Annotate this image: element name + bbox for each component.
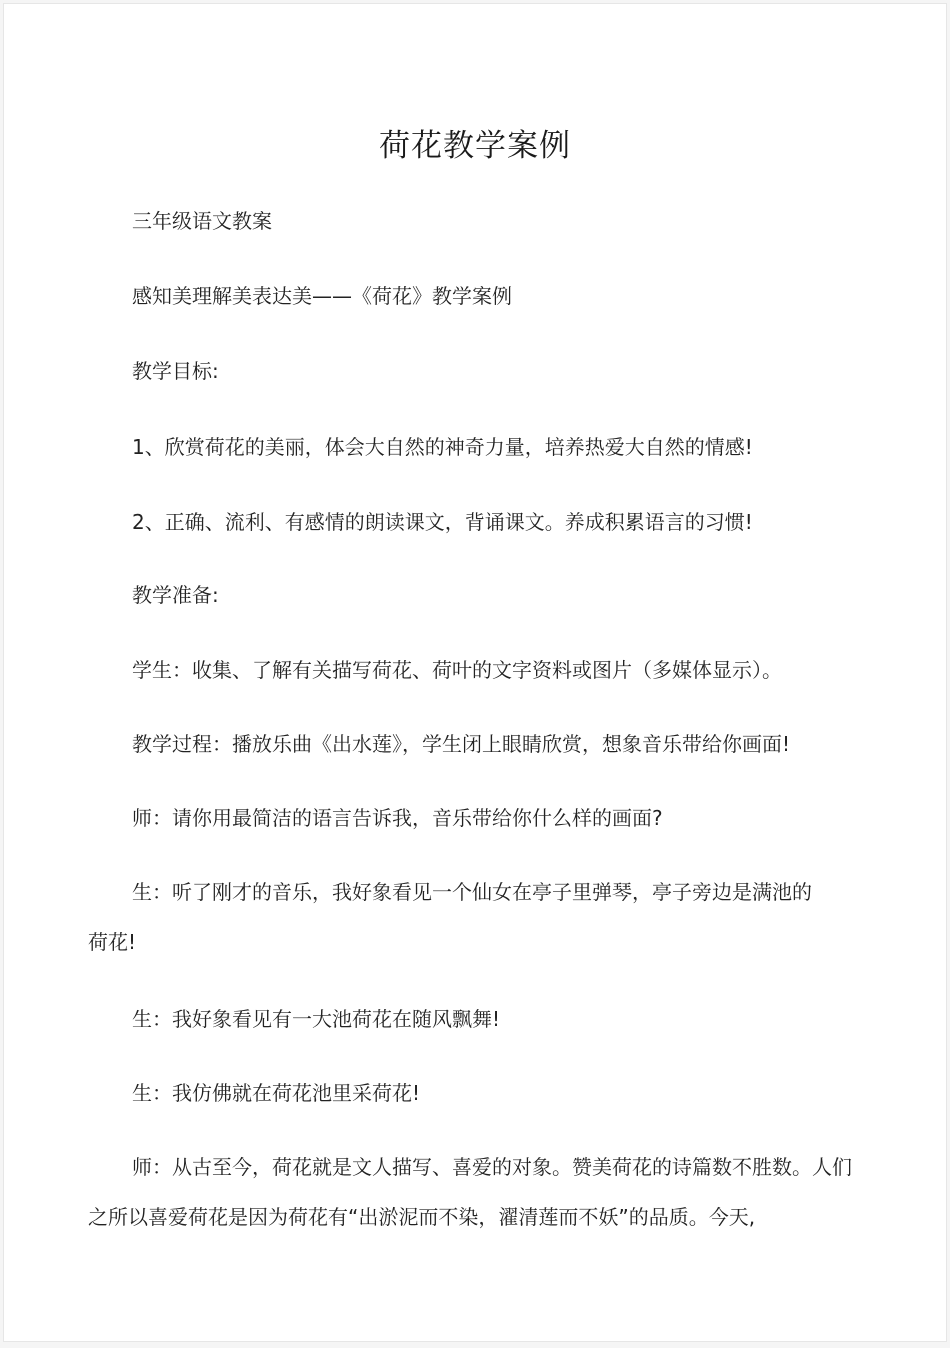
document-title: 荷花教学案例 [379, 128, 571, 164]
paragraph-student-answer-3: 生：我仿佛就在荷花池里采荷花! [132, 1081, 421, 1105]
paragraph-teacher-intro: 师：从古至今，荷花就是文人描写、喜爱的对象。赞美荷花的诗篇数不胜数。人们之所以喜爱荷花是因为荷花有“出淤泥而不染，濯清莲而不妖”的品质。今天, [88, 1155, 852, 1229]
paragraph-goal-2: 2、正确、流利、有感情的朗读课文，背诵课文。养成积累语言的习惯! [132, 510, 753, 534]
paragraph-process: 教学过程：播放乐曲《出水莲》，学生闭上眼睛欣赏，想象音乐带给你画面! [132, 732, 791, 756]
paragraph-student-answer-1: 生：听了刚才的音乐，我好象看见一个仙女在亭子里弹琴，亭子旁边是满池的荷花! [88, 880, 812, 954]
paragraph-student-answer-2: 生：我好象看见有一大池荷花在随风飘舞! [132, 1007, 501, 1031]
paragraph-prep-heading: 教学准备: [132, 583, 219, 607]
paragraph-teacher-question: 师：请你用最简洁的语言告诉我，音乐带给你什么样的画面? [132, 806, 663, 830]
paragraph-goals-heading: 教学目标: [132, 359, 219, 383]
document-page [3, 3, 947, 1342]
paragraph-subtitle: 感知美理解美表达美——《荷花》教学案例 [132, 284, 512, 308]
paragraph-grade: 三年级语文教案 [132, 209, 272, 233]
paragraph-goal-1: 1、欣赏荷花的美丽，体会大自然的神奇力量，培养热爱大自然的情感! [132, 435, 753, 459]
paragraph-student-prep: 学生：收集、了解有关描写荷花、荷叶的文字资料或图片（多媒体显示）。 [132, 658, 782, 682]
